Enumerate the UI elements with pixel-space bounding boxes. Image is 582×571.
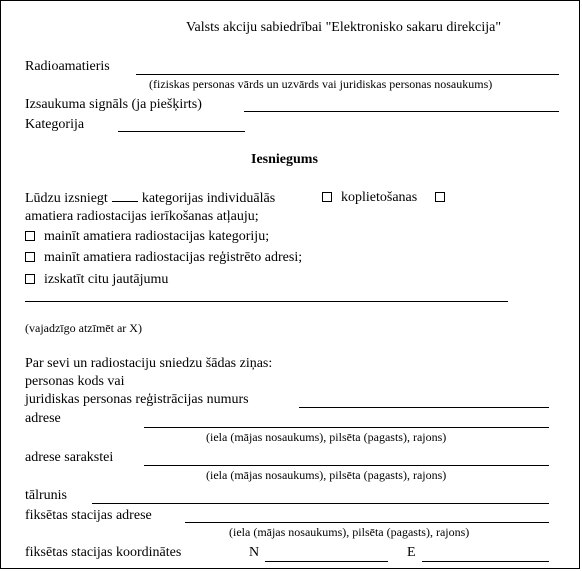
- change-address-label: mainīt amatiera radiostacijas reģistrēto adresi;: [44, 250, 303, 265]
- phone-field[interactable]: [92, 503, 549, 504]
- shared-label: koplietošanas: [341, 190, 418, 205]
- request-line-1: [25, 191, 275, 206]
- other-question-field[interactable]: [25, 301, 508, 302]
- change-address-checkbox[interactable]: [25, 252, 35, 262]
- coordinate-e-label: E: [407, 545, 416, 560]
- coordinate-e-field[interactable]: [422, 561, 549, 562]
- personal-code-field[interactable]: [299, 407, 549, 408]
- address-hint: (iela (mājas nosaukums), pilsēta (pagasts), rajons): [206, 430, 447, 444]
- radioamatieris-field[interactable]: [136, 74, 559, 75]
- document-title: Iesniegums: [251, 152, 318, 167]
- request-prefix: Lūdzu izsniegt: [25, 191, 108, 206]
- request-line-2: amatiera radiostacijas ierīkošanas atļauju;: [25, 209, 259, 224]
- request-individual-label: kategorijas individuālās: [141, 191, 276, 206]
- recipient-header: Valsts akciju sabiedrībai "Elektronisko sakaru direkcija": [186, 20, 502, 35]
- personal-code-label-1: personas kods vai: [25, 374, 125, 389]
- radioamatieris-hint: (fiziskas personas vārds un uzvārds vai juridiskas personas nosaukums): [149, 77, 493, 91]
- change-category-label: mainīt amatiera radiostacijas kategoriju;: [44, 229, 270, 244]
- correspondence-address-hint: (iela (mājas nosaukums), pilsēta (pagasts), rajons): [206, 468, 447, 482]
- kategorija-label: Kategorija: [25, 117, 85, 132]
- address-field[interactable]: [144, 427, 549, 428]
- change-category-checkbox[interactable]: [25, 231, 35, 241]
- category-blank-field[interactable]: [112, 191, 138, 202]
- correspondence-address-label: adrese sarakstei: [25, 450, 114, 465]
- mark-note: (vajadzīgo atzīmēt ar X): [25, 321, 142, 335]
- signal-label: Izsaukuma signāls (ja piešķirts): [25, 97, 202, 112]
- coordinate-n-label: N: [249, 545, 260, 560]
- coordinates-label: fiksētas stacijas koordinātes: [25, 545, 182, 560]
- kategorija-field[interactable]: [118, 131, 245, 132]
- address-label: adrese: [25, 411, 61, 426]
- signal-field[interactable]: [244, 111, 559, 112]
- fixed-address-field[interactable]: [185, 522, 549, 523]
- shared-checkbox[interactable]: [435, 192, 445, 202]
- coordinate-n-field[interactable]: [265, 561, 388, 562]
- other-question-checkbox[interactable]: [25, 274, 35, 284]
- radioamatieris-label: Radioamatieris: [25, 59, 110, 74]
- phone-label: tālrunis: [25, 488, 67, 503]
- info-intro: Par sevi un radiostaciju sniedzu šādas ziņas:: [25, 356, 273, 371]
- fixed-address-hint: (iela (mājas nosaukums), pilsēta (pagasts), rajons): [229, 525, 470, 539]
- individual-checkbox[interactable]: [322, 192, 332, 202]
- fixed-address-label: fiksētas stacijas adrese: [25, 508, 152, 523]
- correspondence-address-field[interactable]: [144, 465, 549, 466]
- personal-code-label-2: juridiskas personas reģistrācijas numurs: [25, 392, 249, 407]
- other-question-label: izskatīt citu jautājumu: [44, 272, 169, 287]
